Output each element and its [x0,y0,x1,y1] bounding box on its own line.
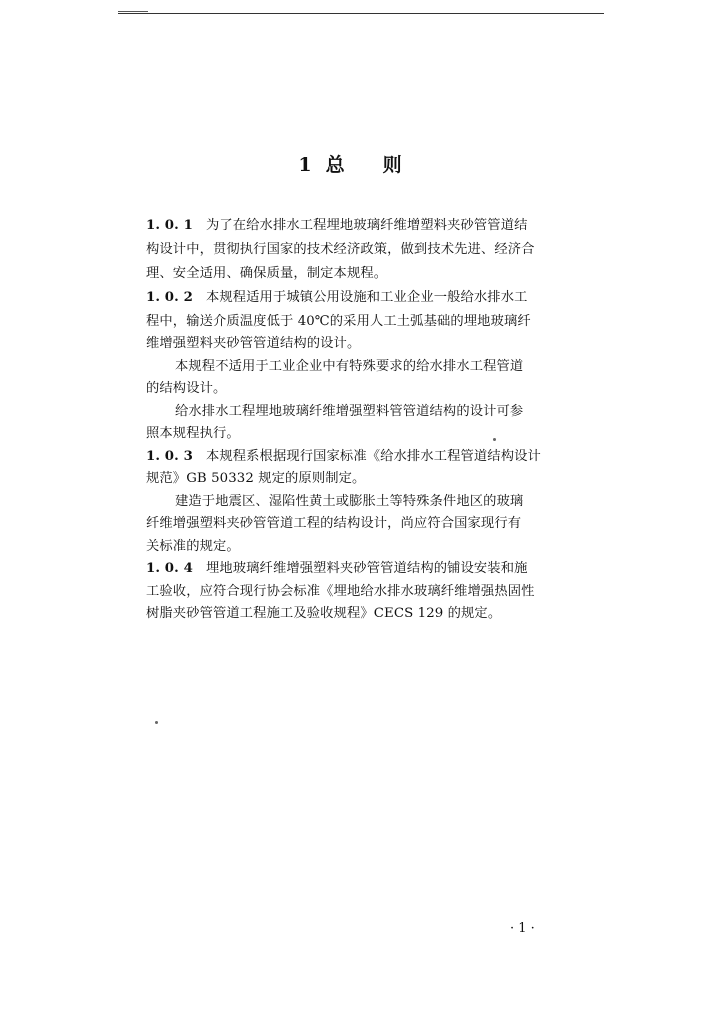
text-line: 为了在给水排水工程埋地玻璃纤维增塑料夹砂管管道结 [205,218,528,233]
text-line: 埋地玻璃纤维增强塑料夹砂管管道结构的铺设安装和施 [205,561,528,576]
clause-1-0-1-line-1 [146,215,578,237]
text-line: 给水排水工程埋地玻璃纤维增强塑料管管道结构的设计可参 [175,404,524,419]
text-line: 本规程不适用于工业企业中有特殊要求的给水排水工程管道 [175,359,524,374]
text-line: 理、安全适用、确保质量，制定本规程。 [146,266,388,281]
text-line: 工验收，应符合现行协会标准《埋地给水排水玻璃纤维增强热固性 [146,584,535,599]
scan-speck [493,438,496,441]
clause-1-0-3-line-1 [146,446,578,468]
chapter-word-2: 则 [382,154,402,176]
clause-number: 1. 0. 1 [146,218,193,233]
chapter-title [140,150,560,177]
text-line: 建造于地震区、湿陷性黄土或膨胀土等特殊条件地区的玻璃 [175,494,524,509]
text-line: 纤维增强塑料夹砂管管道工程的结构设计，尚应符合国家现行有 [146,516,522,531]
text-line: 树脂夹砂管管道工程施工及验收规程》CECS 129 的规定。 [146,606,502,621]
chapter-number: 1 [298,154,312,176]
scan-edge-mark [118,11,148,12]
text-line: 维增强塑料夹砂管管道结构的设计。 [146,336,361,351]
text-line: 关标准的规定。 [146,539,240,554]
scan-edge-line [118,13,604,14]
page-number: · 1 · [510,921,535,936]
text-line: 构设计中，贯彻执行国家的技术经济政策，做到技术先进、经济合 [146,242,535,257]
text-line: 的结构设计。 [146,381,227,396]
clause-1-0-2-line-1 [146,287,578,309]
text-line: 本规程适用于城镇公用设施和工业企业一般给水排水工 [205,290,528,305]
text-line: 照本规程执行。 [146,426,240,441]
clause-number: 1. 0. 3 [146,449,193,464]
chapter-word-1: 总 [325,154,345,176]
text-line: 本规程系根据现行国家标准《给水排水工程管道结构设计 [205,449,541,464]
clause-number: 1. 0. 2 [146,290,193,305]
clause-number: 1. 0. 4 [146,561,193,576]
scan-speck [155,721,158,724]
clause-1-0-4-line-1 [146,558,578,580]
text-line: 程中，输送介质温度低于 40℃的采用人工土弧基础的埋地玻璃纤 [146,314,531,329]
text-line: 规范》GB 50332 规定的原则制定。 [146,471,366,486]
